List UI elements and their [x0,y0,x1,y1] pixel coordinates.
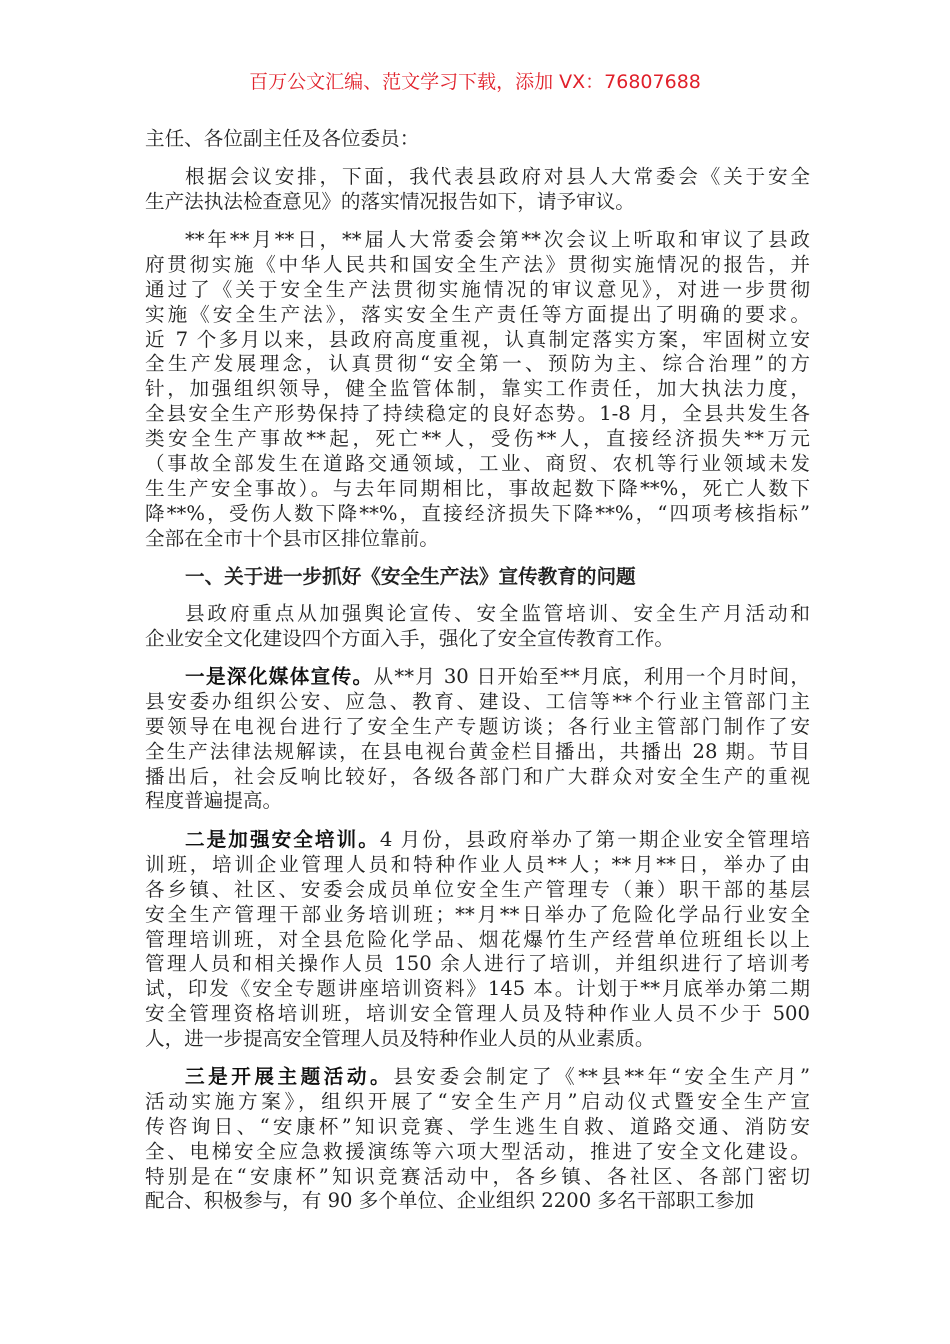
text-line: 县安委办组织公安、应急、教育、建设、工信等**个行业主管部门主 [145,689,810,713]
text-line: 县政府重点从加强舆论宣传、安全监管培训、安全生产月活动和 [185,602,810,625]
section1-intro-paragraph [145,602,810,652]
text-line: 府贯彻实施《中华人民共和国安全生产法》贯彻实施情况的报告，并 [145,252,810,276]
text-line: 降**%，受伤人数下降**%，直接经济损失下降**%，“四项考核指标” [145,501,810,525]
text-line: （事故全部发生在道路交通领域，工业、商贸、农机等行业领域未发 [145,452,810,476]
text-line: 企业安全文化建设四个方面入手，强化了安全宣传教育工作。 [145,626,675,650]
text-line [145,828,810,853]
text-line: 特别是在“安康杯”知识竞赛活动中，各乡镇、各社区、各部门密切 [145,1164,810,1188]
text-line: 配合、积极参与，有 90 多个单位、企业组织 2200 多名干部职工参加 [145,1189,755,1213]
text-line: 全部在全市十个县市区排位靠前。 [145,526,439,550]
text-line: 管理人员和相关操作人员 150 余人进行了培训，并组织进行了培训考 [145,952,810,976]
text-line: 全、电梯安全应急救援演练等六项大型活动，推进了安全文化建设。 [145,1139,810,1163]
text-line: 全生产发展理念，认真贯彻“安全第一、预防为主、综合治理”的方 [145,352,810,376]
text-line: 传咨询日、“安康杯”知识竞赛、学生逃生自救、道路交通、消防安 [145,1114,810,1138]
text-line [145,1065,810,1090]
text-line: 要领导在电视台进行了安全生产专题访谈；各行业主管部门制作了安 [145,714,810,738]
item-first-text: 从**月 30 日开始至**月底，利用一个月时间， [373,665,811,688]
watermark-banner: 百万公文汇编、范文学习下载，添加 VX：76807688 [249,71,701,93]
text-line: 类安全生产事故**起，死亡**人，受伤**人，直接经济损失**万元 [145,427,810,451]
item2-paragraph [145,828,810,1052]
text-line: 程度普遍提高。 [145,789,283,813]
item1-paragraph [145,665,810,814]
item-first-text: 县安委会制定了《**县**年“安全生产月” [393,1065,810,1088]
text-line: 播出后，社会反响比较好，各级各部门和广大群众对安全生产的重视 [145,764,810,788]
text-line: 训班，培训企业管理人员和特种作业人员**人；**月**日，举办了由 [145,852,810,876]
text-line: 全生产法律法规解读，在县电视台黄金栏目播出，共播出 28 期。节目 [145,739,810,763]
text-line: 近 7 个多月以来，县政府高度重视，认真制定落实方案，牢固树立安 [145,327,810,351]
salutation-text: 主任、各位副主任及各位委员： [145,127,420,150]
text-line: 人，进一步提高安全管理人员及特种作业人员的从业素质。 [145,1027,655,1051]
salutation [145,127,810,152]
text-line [145,665,810,690]
text-line: 活动实施方案》，组织开展了“安全生产月”启动仪式暨安全生产宣 [145,1089,810,1113]
text-line: 安全管理资格培训班，培训安全管理人员及特种作业人员不少于 500 [145,1002,810,1026]
text-line: 根据会议安排，下面，我代表县政府对县人大常委会《关于安全 [185,165,810,188]
text-line: 管理培训班，对全县危险化学品、烟花爆竹生产经营单位班组长以上 [145,927,810,951]
item-lead-heading: 二是加强安全培训。 [185,828,380,851]
section1-heading: 一、关于进一步抓好《安全生产法》宣传教育的问题 [185,565,636,588]
text-line: 安全生产管理干部业务培训班；**月**日举办了危险化学品行业安全 [145,902,810,926]
item-lead-heading: 三是开展主题活动。 [185,1065,394,1088]
text-line: 全县安全生产形势保持了持续稳定的良好态势。1-8 月，全县共发生各 [145,402,810,426]
text-line: 实施《安全生产法》，落实安全生产责任等方面提出了明确的要求。 [145,302,810,326]
intro-paragraph [145,165,810,215]
overview-paragraph [145,228,810,552]
section-heading [145,565,810,590]
text-line: 各乡镇、社区、安委会成员单位安全生产管理专（兼）职干部的基层 [145,877,810,901]
text-line: 生生产安全事故）。与去年同期相比，事故起数下降**%，死亡人数下 [145,476,810,500]
text-line: 通过了《关于安全生产法贯彻实施情况的审议意见》，对进一步贯彻 [145,277,810,301]
text-line: **年**月**日，**届人大常委会第**次会议上听取和审议了县政 [185,228,810,251]
text-line: 试，印发《安全专题讲座培训资料》145 本。计划于**月底举办第二期 [145,977,810,1001]
item-first-text: 4 月份，县政府举办了第一期企业安全管理培 [379,828,811,851]
text-line: 针，加强组织领导，健全监管体制，靠实工作责任，加大执法力度， [145,377,810,401]
text-line: 生产法执法检查意见》的落实情况报告如下，请予审议。 [145,189,635,213]
item-lead-heading: 一是深化媒体宣传。 [185,665,374,688]
item3-paragraph [145,1065,810,1214]
